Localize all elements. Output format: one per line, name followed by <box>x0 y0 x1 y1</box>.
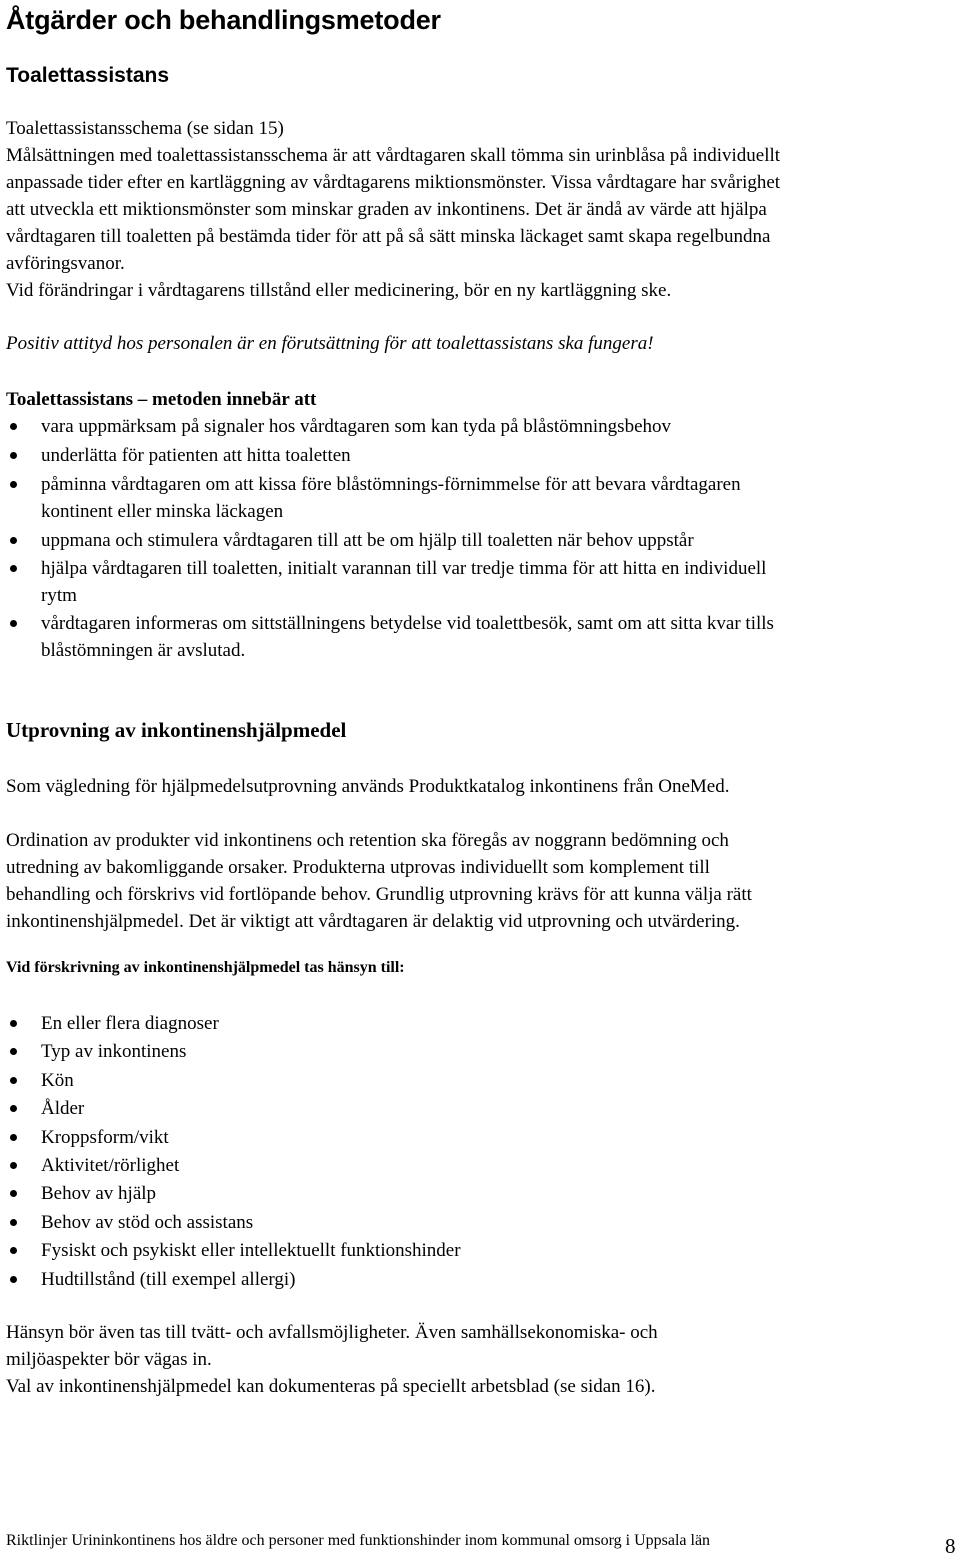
paragraph-line: Val av inkontinenshjälpmedel kan dokumenteras på speciellt arbetsblad (se sidan 16). <box>6 1376 656 1397</box>
list-item: Typ av inkontinens <box>0 1038 461 1065</box>
paragraph-line: behandling och förskrivs vid fortlöpande behov. Grundlig utprovning krävs för att kunna välja rätt <box>6 884 752 905</box>
paragraph-line: vårdtagaren till toaletten på bestämda tider för att på så sätt minska läckaget samt skapa regelbundna <box>6 226 771 247</box>
section-heading-toalettassistans: Toalettassistans <box>6 64 170 87</box>
list-item: vara uppmärksam på signaler hos vårdtagaren som kan tyda på blåstömningsbehov <box>0 413 774 440</box>
list-item: Hudtillstånd (till exempel allergi) <box>0 1266 461 1293</box>
list-item: Kroppsform/vikt <box>0 1124 461 1151</box>
paragraph-line: avföringsvanor. <box>6 253 125 274</box>
considerations-heading: Vid förskrivning av inkontinenshjälpmedel tas hänsyn till: <box>6 959 405 976</box>
list-item: Behov av hjälp <box>0 1180 461 1207</box>
paragraph-line: utredning av bakomliggande orsaker. Produkterna utprovas individuellt som komplement till <box>6 857 710 878</box>
list-item: Aktivitet/rörlighet <box>0 1152 461 1179</box>
method-list <box>0 413 774 664</box>
paragraph-line: Ordination av produkter vid inkontinens och retention ska föregås av noggrann bedömning och <box>6 830 729 851</box>
page-title: Åtgärder och behandlingsmetoder <box>6 5 441 35</box>
intro-paragraph: Som vägledning för hjälpmedelsutprovning används Produktkatalog inkontinens från OneMed. <box>6 776 730 797</box>
closing-paragraph <box>6 1319 658 1400</box>
paragraph-line: anpassade tider efter en kartläggning av vårdtagarens miktionsmönster. Vissa vårdtagare har svårighet <box>6 172 781 193</box>
schema-reference: (se sidan 15) <box>181 118 284 139</box>
schema-title: Toalettassistansschema <box>6 118 182 139</box>
italic-note: Positiv attityd hos personalen är en förutsättning för att toalettassistans ska fungera! <box>6 333 654 354</box>
list-item: vårdtagaren informeras om sittställningens betydelse vid toalettbesök, samt om att sitta kvar tills blåstömningen är avslutad. <box>0 610 774 664</box>
paragraph-line: att utveckla ett miktionsmönster som minskar graden av inkontinens. Det är ändå av värde att hjälpa <box>6 199 767 220</box>
section-heading-utprovning: Utprovning av inkontinenshjälpmedel <box>6 718 347 742</box>
schema-title-line <box>6 115 284 142</box>
list-item: påminna vårdtagaren om att kissa före blåstömnings-förnimmelse för att bevara vårdtagaren kontinent eller minska läckagen <box>0 471 774 525</box>
list-item: underlätta för patienten att hitta toaletten <box>0 442 774 469</box>
footer-text: Riktlinjer Urininkontinens hos äldre och personer med funktionshinder inom kommunal omsorg i Uppsala län <box>6 1532 711 1549</box>
method-heading: Toalettassistans – metoden innebär att <box>6 389 317 410</box>
page-number: 8 <box>945 1534 956 1558</box>
list-item: hjälpa vårdtagaren till toaletten, initialt varannan till var tredje timma för att hitta en individuell rytm <box>0 555 774 609</box>
ordination-paragraph <box>6 827 752 935</box>
paragraph-line: Vid förändringar i vårdtagarens tillstånd eller medicinering, bör en ny kartläggning ske. <box>6 280 672 301</box>
list-item: Ålder <box>0 1095 461 1122</box>
considerations-list <box>0 1010 461 1293</box>
list-item: En eller flera diagnoser <box>0 1010 461 1037</box>
paragraph-line: inkontinenshjälpmedel. Det är viktigt att vårdtagaren är delaktig vid utprovning och utvärdering. <box>6 911 740 932</box>
list-item: uppmana och stimulera vårdtagaren till att be om hjälp till toaletten när behov uppstår <box>0 527 774 554</box>
list-item: Kön <box>0 1067 461 1094</box>
paragraph-line: miljöaspekter bör vägas in. <box>6 1349 212 1370</box>
schema-paragraph <box>6 142 780 304</box>
paragraph-line: Målsättningen med toalettassistansschema är att vårdtagaren skall tömma sin urinblåsa på individuellt <box>6 145 781 166</box>
paragraph-line: Hänsyn bör även tas till tvätt- och avfallsmöjligheter. Även samhällsekonomiska- och <box>6 1322 658 1343</box>
list-item: Fysiskt och psykiskt eller intellektuellt funktionshinder <box>0 1237 461 1264</box>
list-item: Behov av stöd och assistans <box>0 1209 461 1236</box>
